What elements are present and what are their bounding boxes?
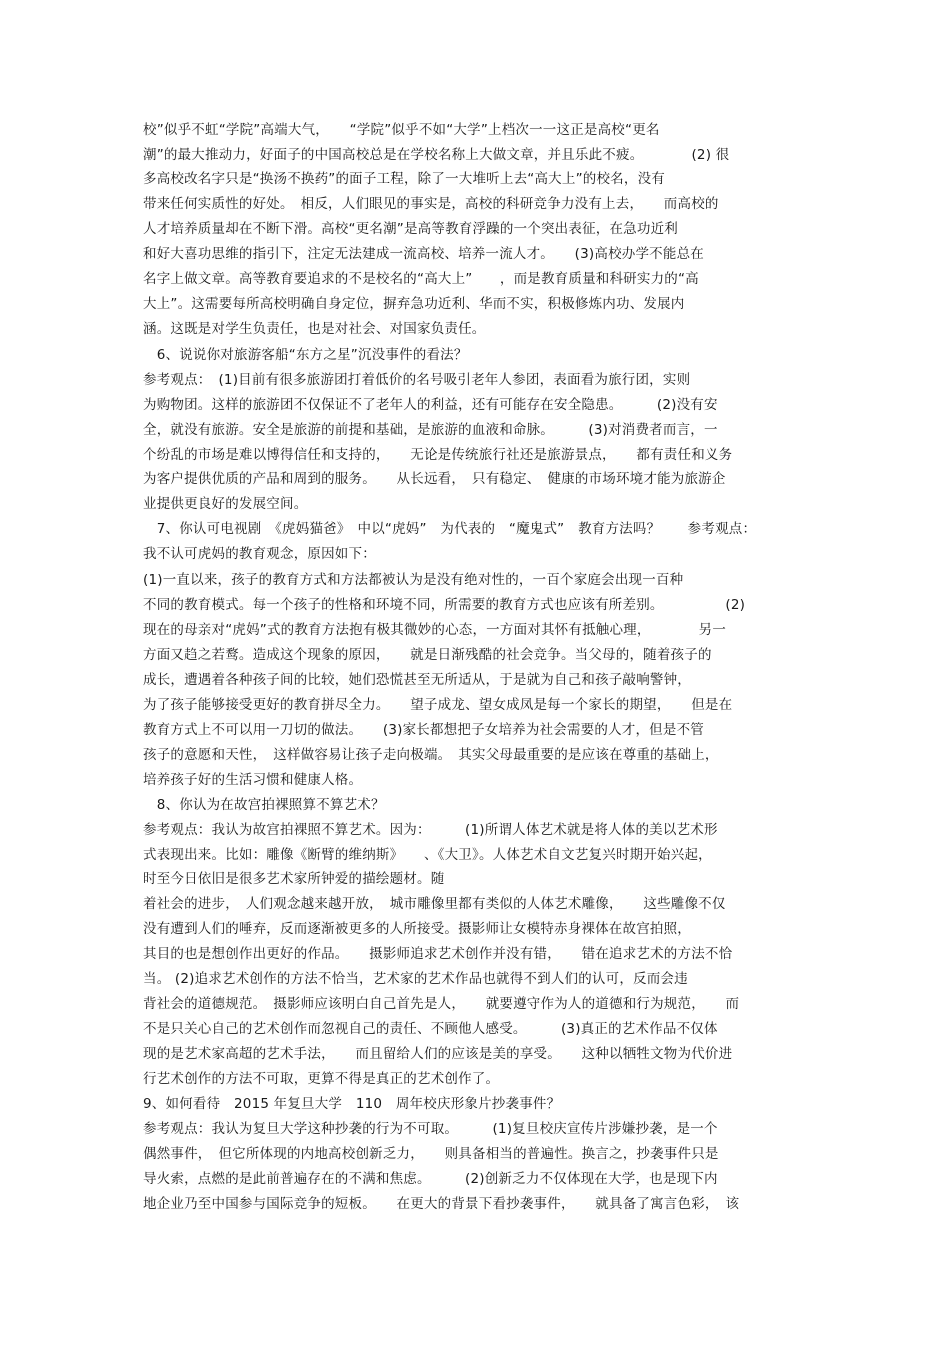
text-line: 带来任何实质性的好处。 相反，人们眼见的事实是，高校的科研竞争力没有上去， 而高校的 <box>143 196 719 212</box>
text-line: 不是只关心自己的艺术创作而忽视自己的责任、不顾他人感受。 (3)真正的艺术作品不仅体 <box>143 1021 718 1037</box>
text-line: 行艺术创作的方法不可取，更算不得是真正的艺术创作了。 <box>143 1071 500 1087</box>
text-line: 没有遭到人们的唾弃，反而逐渐被更多的人所接受。摄影师让女模特赤身裸体在故宫拍照， <box>143 921 691 937</box>
text-line: 教育方式上不可以用一刀切的做法。 (3)家长都想把子女培养为社会需要的人才，但是不管 <box>143 722 704 738</box>
text-line: (1)一直以来，孩子的教育方式和方法都被认为是没有绝对性的，一百个家庭会出现一百种 <box>143 572 684 588</box>
text-line: 成长，遭遇着各种孩子间的比较，她们恐慌甚至无所适从，于是就为自己和孩子敲响警钟， <box>143 672 691 688</box>
text-line: 参考观点： (1)目前有很多旅游团打着低价的名号吸引老年人参团，表面看为旅行团，实则 <box>143 372 691 388</box>
text-line: 多高校改名字只是“换汤不换药”的面子工程，除了一大堆听上去“高大上”的校名，没有 <box>143 171 665 187</box>
text-line: 时至今日依旧是很多艺术家所钟爱的描绘题材。随 <box>143 871 445 887</box>
question-heading: 9、如何看待 2015 年复旦大学 110 周年校庆形象片抄袭事件？ <box>143 1096 561 1112</box>
text-line: 地企业乃至中国参与国际竞争的短板。 在更大的背景下看抄袭事件， 就具备了寓言色彩， 该 <box>143 1196 740 1212</box>
text-line: 现的是艺术家高超的艺术手法， 而且留给人们的应该是美的享受。 这种以牺牲文物为代价进 <box>143 1046 733 1062</box>
text-line: 式表现出来。比如：雕像《断臂的维纳斯》 、《大卫》。人体艺术自文艺复兴时期开始兴起， <box>143 847 712 863</box>
text-line: 参考观点：我认为复旦大学这种抄袭的行为不可取。 (1)复旦校庆宣传片涉嫌抄袭，是一个 <box>143 1121 718 1137</box>
text-line: 不同的教育模式。每一个孩子的性格和环境不同，所需要的教育方式也应该有所差别。 (2) <box>143 597 746 613</box>
text-line: 名字上做文章。高等教育要追求的不是校名的“高大上” ，而是教育质量和科研实力的“高 <box>143 271 699 287</box>
text-line: 背社会的道德规范。 摄影师应该明白自己首先是人， 就要遵守作为人的道德和行为规范， 而 <box>143 996 740 1012</box>
text-line: 方面又趋之若鹜。造成这个现象的原因， 就是日渐残酷的社会竞争。当父母的，随着孩子的 <box>143 647 712 663</box>
text-line: 人才培养质量却在不断下滑。高校“更名潮”是高等教育浮躁的一个突出表征，在急功近利 <box>143 221 678 237</box>
text-line: 校”似乎不虹“学院”高端大气， “学院”似乎不如“大学”上档次一一这正是高校“更名 <box>143 122 660 138</box>
text-line: 个纷乱的市场是难以博得信任和支持的， 无论是传统旅行社还是旅游景点， 都有责任和义务 <box>143 447 733 463</box>
text-line: 培养孩子好的生活习惯和健康人格。 <box>143 772 363 788</box>
question-heading: 8、你认为在故宫拍裸照算不算艺术？ <box>143 797 385 813</box>
text-line: 我不认可虎妈的教育观念，原因如下： <box>143 546 376 562</box>
text-line: 和好大喜功思维的指引下，注定无法建成一流高校、培养一流人才。 (3)高校办学不能总在 <box>143 246 704 262</box>
text-line: 为了孩子能够接受更好的教育拼尽全力。 望子成龙、望女成凤是每一个家长的期望， 但是在 <box>143 697 733 713</box>
text-line: 大上”。这需要每所高校明确自身定位，摒弃急功近利、华而不实，积极修炼内功、发展内 <box>143 296 685 312</box>
text-line: 参考观点：我认为故宫拍裸照不算艺术。因为： (1)所谓人体艺术就是将人体的美以艺术形 <box>143 822 718 838</box>
text-line: 孩子的意愿和天性， 这样做容易让孩子走向极端。 其实父母最重要的是应该在尊重的基础上， <box>143 747 719 763</box>
text-line: 现在的母亲对“虎妈”式的教育方法抱有极其微妙的心态，一方面对其怀有抵触心理， 另一 <box>143 622 727 638</box>
text-line: 潮”的最大推动力，好面子的中国高校总是在学校名称上大做文章，并且乐此不疲。 (2) 很 <box>143 147 730 163</box>
text-line: 其目的也是想创作出更好的作品。 摄影师追求艺术创作并没有错， 错在追求艺术的方法不恰 <box>143 946 733 962</box>
text-line: 为客户提供优质的产品和周到的服务。 从长远看， 只有稳定、 健康的市场环境才能为旅游企 <box>143 471 726 487</box>
text-line: 着社会的进步， 人们观念越来越开放， 城市雕像里都有类似的人体艺术雕像， 这些雕像不仅 <box>143 896 726 912</box>
question-heading: 7、你认可电视剧 《虎妈猫爸》 中以“虎妈” 为代表的 “魔鬼式” 教育方法吗？ 参考观点： <box>143 521 757 537</box>
text-line: 当。 (2)追求艺术创作的方法不恰当，艺术家的艺术作品也就得不到人们的认可，反而会违 <box>143 971 688 987</box>
text-line: 涵。这既是对学生负责任，也是对社会、对国家负责任。 <box>143 321 486 337</box>
text-line: 导火索，点燃的是此前普遍存在的不满和焦虑。 (2)创新乏力不仅体现在大学，也是现下内 <box>143 1171 718 1187</box>
text-line: 全，就没有旅游。安全是旅游的前提和基础，是旅游的血液和命脉。 (3)对消费者而言，一 <box>143 422 718 438</box>
text-line: 偶然事件， 但它所体现的内地高校创新乏力， 则具备相当的普遍性。换言之，抄袭事件只是 <box>143 1146 719 1162</box>
question-heading: 6、说说你对旅游客船“东方之星”沉没事件的看法？ <box>143 347 468 363</box>
text-line: 业提供更良好的发展空间。 <box>143 496 308 512</box>
text-line: 为购物团。这样的旅游团不仅保证不了老年人的利益，还有可能存在安全隐患。 (2)没有安 <box>143 397 718 413</box>
